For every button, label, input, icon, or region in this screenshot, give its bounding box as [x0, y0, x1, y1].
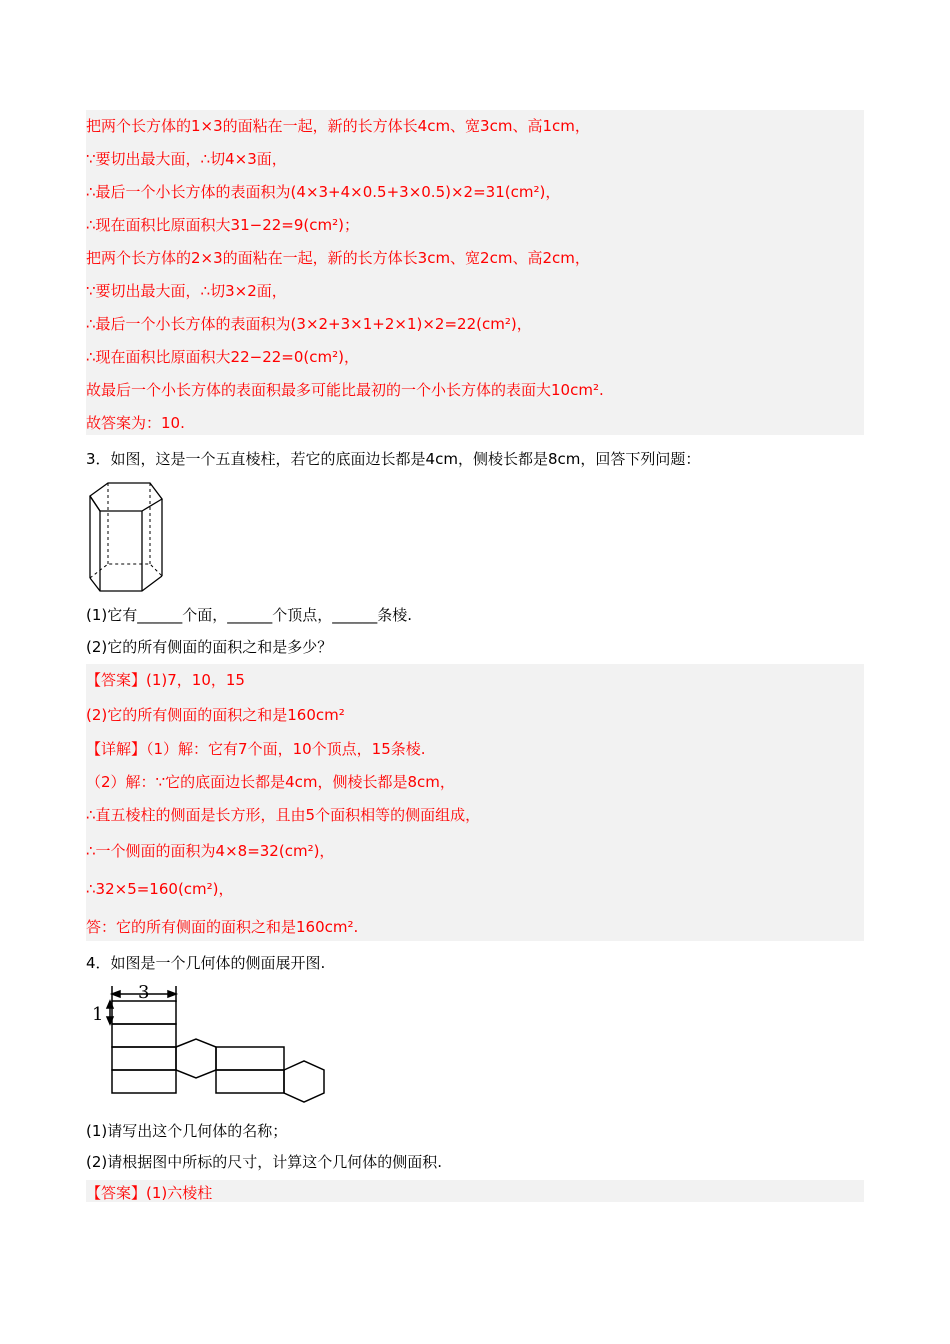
answer-4-line-1: 【答案】(1)六棱柱: [86, 1180, 864, 1202]
solution-line-1: 把两个长方体的1×3的面粘在一起，新的长方体长4cm、宽3cm、高1cm，: [86, 110, 864, 143]
solution-answer: 故答案为：10.: [86, 407, 864, 435]
solution-line-2: ∵要切出最大面，∴切4×3面，: [86, 143, 864, 176]
solution-line-5: 把两个长方体的2×3的面粘在一起，新的长方体长3cm、宽2cm、高2cm，: [86, 242, 864, 275]
prism-bottom-edges: [90, 576, 162, 591]
net-rect-6: [216, 1070, 284, 1093]
question-4-part-2: (2)请根据图中所标的尺寸，计算这个几何体的侧面积.: [86, 1153, 443, 1171]
net-rect-4: [112, 1070, 176, 1093]
width-arrow-right: [168, 991, 176, 997]
prism-top-inner-edge: [90, 496, 100, 511]
net-hexagon-2: [284, 1061, 324, 1102]
question-3-part-1: (1)它有______个面，______个顶点，______条棱.: [86, 606, 413, 624]
width-label: 3: [138, 982, 150, 1003]
height-label: 1: [92, 1004, 104, 1025]
question-3-stem: 3．如图，这是一个五直棱柱，若它的底面边长都是4cm，侧棱长都是8cm，回答下列问题：: [86, 450, 701, 468]
net-rect-3: [112, 1047, 176, 1070]
answer-3-line-1: 【答案】(1)7，10，15: [86, 664, 864, 697]
detail-3-conclusion: 答：它的所有侧面的面积之和是160cm².: [86, 908, 864, 941]
pentagonal-prism-figure: [84, 480, 168, 595]
question-4-stem: 4．如图是一个几何体的侧面展开图.: [86, 954, 326, 972]
width-arrow-left: [112, 991, 120, 997]
question-4-part-1: (1)请写出这个几何体的名称；: [86, 1122, 288, 1140]
solution-line-6: ∵要切出最大面，∴切3×2面，: [86, 275, 864, 308]
detail-3-line-1: 【详解】（1）解：它有7个面，10个顶点，15条棱.: [86, 733, 864, 766]
solution-line-4: ∴现在面积比原面积大31−22=9(cm²)；: [86, 209, 864, 242]
detail-3-line-4: ∴一个侧面的面积为4×8=32(cm²)，: [86, 832, 864, 870]
net-hexagon-1: [176, 1039, 216, 1078]
prism-hidden-bottom: [90, 564, 162, 578]
solution-line-8: ∴现在面积比原面积大22−22=0(cm²)，: [86, 341, 864, 374]
hexagonal-prism-net-figure: [86, 982, 330, 1108]
net-rect-1: [112, 1001, 176, 1024]
net-rect-2: [112, 1024, 176, 1047]
solution-line-3: ∴最后一个小长方体的表面积为(4×3+4×0.5+3×0.5)×2=31(cm²)，: [86, 176, 864, 209]
net-rect-5: [216, 1047, 284, 1070]
answer-3-line-2: (2)它的所有侧面的面积之和是160cm²: [86, 697, 864, 733]
detail-3-line-3: ∴直五棱柱的侧面是长方形，且由5个面积相等的侧面组成，: [86, 799, 864, 832]
solution-line-9: 故最后一个小长方体的表面积最多可能比最初的一个小长方体的表面大10cm².: [86, 374, 864, 407]
detail-3-line-5: ∴32×5=160(cm²)，: [86, 870, 864, 908]
solution-line-7: ∴最后一个小长方体的表面积为(3×2+3×1+2×1)×2=22(cm²)，: [86, 308, 864, 341]
prism-top-face: [90, 483, 162, 511]
detail-3-line-2: （2）解：∵它的底面边长都是4cm，侧棱长都是8cm，: [86, 766, 864, 799]
question-3-part-2: (2)它的所有侧面的面积之和是多少？: [86, 638, 333, 656]
